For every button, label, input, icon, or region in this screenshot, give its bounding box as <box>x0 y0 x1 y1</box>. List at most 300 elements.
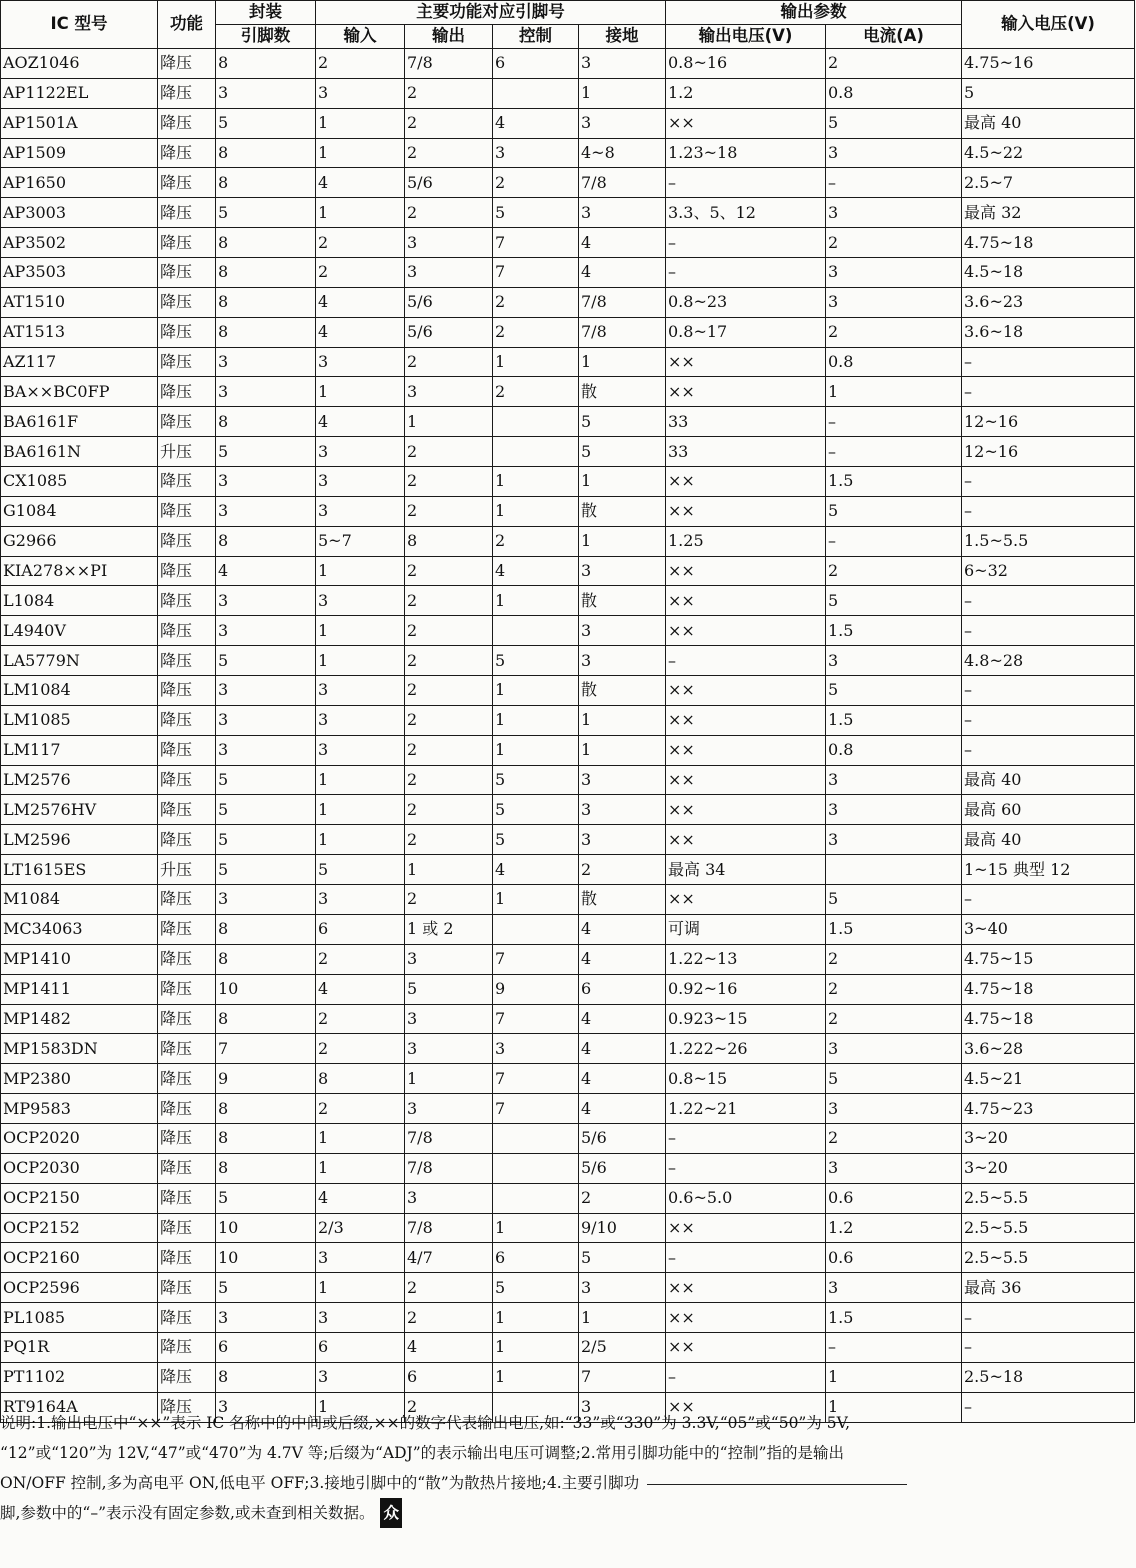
cell-output-voltage: – <box>666 1153 826 1183</box>
cell-input-voltage: – <box>962 705 1135 735</box>
header-ground: 接地 <box>579 25 666 49</box>
cell-pin-count: 6 <box>216 1332 316 1362</box>
cell-model: LM1085 <box>1 705 158 735</box>
cell-ground-pin: 散 <box>579 586 666 616</box>
cell-function: 降压 <box>158 347 216 377</box>
cell-current: 2 <box>826 1123 962 1153</box>
cell-model: G2966 <box>1 526 158 556</box>
cell-control-pin: 5 <box>493 198 579 228</box>
cell-output-pin: 7/8 <box>405 49 493 79</box>
cell-model: AP3503 <box>1 258 158 288</box>
cell-input-voltage: – <box>962 676 1135 706</box>
footnote-line-4 <box>0 1498 1134 1528</box>
cell-input-pin: 4 <box>316 407 405 437</box>
cell-control-pin: 1 <box>493 1213 579 1243</box>
cell-current: 3 <box>826 795 962 825</box>
table-row <box>1 49 1135 79</box>
cell-current: 3 <box>826 1153 962 1183</box>
table-row <box>1 944 1135 974</box>
cell-current: 3 <box>826 1034 962 1064</box>
cell-current: 2 <box>826 228 962 258</box>
cell-pin-count: 8 <box>216 407 316 437</box>
cell-control-pin: 5 <box>493 795 579 825</box>
cell-function: 降压 <box>158 1064 216 1094</box>
cell-function: 降压 <box>158 1183 216 1213</box>
cell-model: LM2576 <box>1 765 158 795</box>
cell-pin-count: 7 <box>216 1034 316 1064</box>
cell-output-voltage: 可调 <box>666 914 826 944</box>
cell-output-voltage: 0.8~23 <box>666 287 826 317</box>
cell-pin-count: 5 <box>216 1183 316 1213</box>
header-control: 控制 <box>493 25 579 49</box>
cell-ground-pin: 9/10 <box>579 1213 666 1243</box>
cell-control-pin <box>493 616 579 646</box>
table-row <box>1 407 1135 437</box>
cell-input-pin: 2 <box>316 944 405 974</box>
cell-ground-pin: 1 <box>579 705 666 735</box>
header-output-voltage: 输出电压(V) <box>666 25 826 49</box>
cell-input-pin: 1 <box>316 377 405 407</box>
cell-function: 升压 <box>158 437 216 467</box>
cell-model: AP1650 <box>1 168 158 198</box>
cell-model: LM117 <box>1 735 158 765</box>
cell-output-voltage: 0.8~15 <box>666 1064 826 1094</box>
cell-function: 降压 <box>158 228 216 258</box>
cell-control-pin: 7 <box>493 258 579 288</box>
cell-ground-pin: 4 <box>579 1034 666 1064</box>
table-row <box>1 705 1135 735</box>
cell-control-pin: 1 <box>493 735 579 765</box>
cell-input-pin: 3 <box>316 1362 405 1392</box>
cell-output-pin: 6 <box>405 1362 493 1392</box>
cell-input-pin: 4 <box>316 317 405 347</box>
header-function: 功能 <box>158 1 216 49</box>
cell-control-pin: 1 <box>493 1303 579 1333</box>
cell-model: M1084 <box>1 885 158 915</box>
cell-current: 1 <box>826 1362 962 1392</box>
cell-control-pin: 4 <box>493 855 579 885</box>
cell-model: PL1085 <box>1 1303 158 1333</box>
cell-pin-count: 5 <box>216 198 316 228</box>
cell-output-voltage: 33 <box>666 437 826 467</box>
cell-current: 3 <box>826 646 962 676</box>
cell-function: 降压 <box>158 258 216 288</box>
cell-control-pin: 6 <box>493 49 579 79</box>
cell-ground-pin: 散 <box>579 885 666 915</box>
cell-pin-count: 3 <box>216 1392 316 1422</box>
cell-current: 1.5 <box>826 914 962 944</box>
cell-control-pin: 2 <box>493 377 579 407</box>
cell-function: 降压 <box>158 1243 216 1273</box>
cell-output-pin: 2 <box>405 1303 493 1333</box>
cell-input-voltage: 3.6~28 <box>962 1034 1135 1064</box>
cell-ground-pin: 2/5 <box>579 1332 666 1362</box>
cell-output-pin: 1 <box>405 855 493 885</box>
table-row <box>1 496 1135 526</box>
cell-function: 降压 <box>158 78 216 108</box>
cell-output-pin: 8 <box>405 526 493 556</box>
cell-model: AP3502 <box>1 228 158 258</box>
cell-pin-count: 8 <box>216 258 316 288</box>
cell-output-voltage: ×× <box>666 1303 826 1333</box>
cell-model: BA6161N <box>1 437 158 467</box>
table-row <box>1 556 1135 586</box>
cell-control-pin: 4 <box>493 108 579 138</box>
cell-current: 2 <box>826 317 962 347</box>
cell-model: OCP2596 <box>1 1273 158 1303</box>
cell-input-voltage: 1~15 典型 12 <box>962 855 1135 885</box>
cell-current: – <box>826 407 962 437</box>
cell-function: 降压 <box>158 885 216 915</box>
cell-ground-pin: 5/6 <box>579 1123 666 1153</box>
cell-input-pin: 5 <box>316 855 405 885</box>
cell-input-pin: 3 <box>316 1243 405 1273</box>
cell-input-voltage: 4.75~18 <box>962 228 1135 258</box>
cell-control-pin: 1 <box>493 1332 579 1362</box>
cell-function: 降压 <box>158 108 216 138</box>
cell-input-pin: 1 <box>316 616 405 646</box>
cell-ground-pin: 3 <box>579 765 666 795</box>
cell-function: 降压 <box>158 168 216 198</box>
cell-model: AZ117 <box>1 347 158 377</box>
cell-output-voltage: ×× <box>666 556 826 586</box>
cell-output-voltage: 0.92~16 <box>666 974 826 1004</box>
cell-input-voltage: 3.6~18 <box>962 317 1135 347</box>
cell-output-pin: 2 <box>405 735 493 765</box>
cell-input-voltage: 12~16 <box>962 407 1135 437</box>
cell-input-voltage: 4.75~16 <box>962 49 1135 79</box>
cell-model: CX1085 <box>1 467 158 497</box>
footnote <box>0 1408 1134 1528</box>
table-row <box>1 1243 1135 1273</box>
cell-control-pin: 1 <box>493 885 579 915</box>
cell-ground-pin: 4~8 <box>579 138 666 168</box>
table-header <box>1 1 1135 49</box>
cell-ground-pin: 3 <box>579 616 666 646</box>
cell-output-pin: 4 <box>405 1332 493 1362</box>
table-row <box>1 1362 1135 1392</box>
cell-control-pin: 5 <box>493 825 579 855</box>
cell-current: 3 <box>826 258 962 288</box>
cell-output-pin: 3 <box>405 1183 493 1213</box>
cell-function: 降压 <box>158 616 216 646</box>
table-row <box>1 1332 1135 1362</box>
cell-ground-pin: 3 <box>579 646 666 676</box>
table-row <box>1 795 1135 825</box>
cell-model: PT1102 <box>1 1362 158 1392</box>
cell-current: 0.6 <box>826 1243 962 1273</box>
cell-model: LM2576HV <box>1 795 158 825</box>
cell-function: 降压 <box>158 1153 216 1183</box>
cell-ground-pin: 2 <box>579 1183 666 1213</box>
cell-ground-pin: 3 <box>579 825 666 855</box>
cell-control-pin <box>493 1153 579 1183</box>
cell-output-pin: 2 <box>405 108 493 138</box>
cell-input-pin: 1 <box>316 765 405 795</box>
cell-pin-count: 8 <box>216 1362 316 1392</box>
cell-output-pin: 2 <box>405 765 493 795</box>
publisher-stamp: 众 <box>380 1498 402 1528</box>
cell-model: PQ1R <box>1 1332 158 1362</box>
cell-model: MP1411 <box>1 974 158 1004</box>
cell-model: G1084 <box>1 496 158 526</box>
cell-pin-count: 3 <box>216 347 316 377</box>
cell-input-pin: 5~7 <box>316 526 405 556</box>
footnote-line-3 <box>0 1468 1134 1498</box>
cell-model: RT9164A <box>1 1392 158 1422</box>
table-row <box>1 914 1135 944</box>
cell-ground-pin: 3 <box>579 108 666 138</box>
cell-output-pin: 2 <box>405 825 493 855</box>
header-pin-group: 主要功能对应引脚号 <box>316 1 666 25</box>
cell-output-voltage: – <box>666 646 826 676</box>
footnote-line-2: “12”或“120”为 12V,“47”或“470”为 4.7V 等;后缀为“ADJ”的表示输出电压可调整;2.常用引脚功能中的“控制”指的是输出 <box>0 1444 845 1462</box>
cell-pin-count: 8 <box>216 1123 316 1153</box>
cell-output-voltage: ×× <box>666 347 826 377</box>
table-row <box>1 198 1135 228</box>
cell-function: 降压 <box>158 825 216 855</box>
cell-output-voltage: ×× <box>666 735 826 765</box>
table-row <box>1 616 1135 646</box>
cell-input-pin: 6 <box>316 1332 405 1362</box>
cell-output-pin: 1 或 2 <box>405 914 493 944</box>
table-row <box>1 1004 1135 1034</box>
cell-output-pin: 4/7 <box>405 1243 493 1273</box>
cell-control-pin: 7 <box>493 228 579 258</box>
cell-current: 2 <box>826 556 962 586</box>
table-row <box>1 78 1135 108</box>
cell-output-pin: 3 <box>405 228 493 258</box>
cell-output-pin: 2 <box>405 437 493 467</box>
cell-ground-pin: 4 <box>579 914 666 944</box>
cell-current: 1.5 <box>826 616 962 646</box>
cell-pin-count: 3 <box>216 496 316 526</box>
cell-pin-count: 4 <box>216 556 316 586</box>
cell-function: 降压 <box>158 1213 216 1243</box>
cell-current: – <box>826 168 962 198</box>
cell-pin-count: 10 <box>216 1213 316 1243</box>
cell-control-pin: 4 <box>493 556 579 586</box>
cell-output-voltage: ×× <box>666 1392 826 1422</box>
cell-function: 降压 <box>158 49 216 79</box>
cell-output-voltage: 最高 34 <box>666 855 826 885</box>
cell-input-voltage: 4.75~18 <box>962 1004 1135 1034</box>
cell-control-pin: 2 <box>493 287 579 317</box>
cell-input-voltage: – <box>962 1332 1135 1362</box>
cell-model: BA××BC0FP <box>1 377 158 407</box>
cell-input-pin: 2 <box>316 228 405 258</box>
cell-output-pin: 5/6 <box>405 287 493 317</box>
cell-current: 0.8 <box>826 347 962 377</box>
cell-model: AOZ1046 <box>1 49 158 79</box>
cell-model: LM1084 <box>1 676 158 706</box>
table-row <box>1 765 1135 795</box>
cell-output-pin: 5/6 <box>405 317 493 347</box>
cell-output-voltage: ×× <box>666 1273 826 1303</box>
cell-function: 降压 <box>158 1273 216 1303</box>
cell-current: 1.2 <box>826 1213 962 1243</box>
cell-output-pin: 2 <box>405 347 493 377</box>
cell-output-voltage: – <box>666 228 826 258</box>
cell-control-pin: 2 <box>493 317 579 347</box>
cell-model: LA5779N <box>1 646 158 676</box>
table-row <box>1 974 1135 1004</box>
cell-input-voltage: – <box>962 496 1135 526</box>
cell-pin-count: 8 <box>216 228 316 258</box>
cell-output-voltage: – <box>666 168 826 198</box>
cell-input-pin: 2/3 <box>316 1213 405 1243</box>
cell-output-voltage: ×× <box>666 496 826 526</box>
cell-output-pin: 3 <box>405 1094 493 1124</box>
cell-current: 5 <box>826 676 962 706</box>
cell-function: 降压 <box>158 646 216 676</box>
cell-ground-pin: 7/8 <box>579 317 666 347</box>
cell-input-voltage: – <box>962 377 1135 407</box>
cell-input-voltage: 最高 60 <box>962 795 1135 825</box>
cell-ground-pin: 1 <box>579 735 666 765</box>
cell-current: 1 <box>826 377 962 407</box>
cell-output-voltage: 1.25 <box>666 526 826 556</box>
cell-control-pin: 6 <box>493 1243 579 1273</box>
cell-current: – <box>826 1332 962 1362</box>
cell-output-pin: 5/6 <box>405 168 493 198</box>
cell-output-voltage: ×× <box>666 586 826 616</box>
cell-function: 降压 <box>158 496 216 526</box>
cell-current: 3 <box>826 765 962 795</box>
cell-model: AP1501A <box>1 108 158 138</box>
cell-output-pin: 2 <box>405 138 493 168</box>
table-row <box>1 258 1135 288</box>
cell-function: 降压 <box>158 974 216 1004</box>
cell-output-voltage: ×× <box>666 108 826 138</box>
cell-function: 降压 <box>158 676 216 706</box>
cell-pin-count: 3 <box>216 1303 316 1333</box>
table-row <box>1 287 1135 317</box>
cell-current: 1 <box>826 1392 962 1422</box>
cell-current: 2 <box>826 49 962 79</box>
cell-current: – <box>826 526 962 556</box>
cell-pin-count: 10 <box>216 1243 316 1273</box>
cell-pin-count: 5 <box>216 646 316 676</box>
cell-input-pin: 4 <box>316 974 405 1004</box>
table-row <box>1 1303 1135 1333</box>
cell-control-pin <box>493 1183 579 1213</box>
cell-input-voltage: 4.5~22 <box>962 138 1135 168</box>
cell-ground-pin: 1 <box>579 526 666 556</box>
cell-pin-count: 8 <box>216 1004 316 1034</box>
cell-input-voltage: 最高 40 <box>962 108 1135 138</box>
cell-output-pin: 7/8 <box>405 1123 493 1153</box>
cell-pin-count: 3 <box>216 676 316 706</box>
cell-input-pin: 3 <box>316 885 405 915</box>
cell-current: 3 <box>826 825 962 855</box>
cell-pin-count: 8 <box>216 49 316 79</box>
cell-current: 5 <box>826 496 962 526</box>
cell-control-pin: 1 <box>493 467 579 497</box>
table-row <box>1 437 1135 467</box>
cell-input-pin: 3 <box>316 735 405 765</box>
cell-output-pin: 3 <box>405 258 493 288</box>
cell-control-pin: 7 <box>493 1004 579 1034</box>
cell-control-pin <box>493 78 579 108</box>
table-row <box>1 646 1135 676</box>
cell-control-pin: 2 <box>493 168 579 198</box>
cell-model: MP1482 <box>1 1004 158 1034</box>
table-row <box>1 1273 1135 1303</box>
cell-input-voltage: 5 <box>962 78 1135 108</box>
cell-ground-pin: 3 <box>579 1392 666 1422</box>
cell-input-voltage: 6~32 <box>962 556 1135 586</box>
cell-input-pin: 3 <box>316 467 405 497</box>
cell-model: MP9583 <box>1 1094 158 1124</box>
cell-control-pin: 1 <box>493 496 579 526</box>
cell-model: L1084 <box>1 586 158 616</box>
cell-output-voltage: 0.6~5.0 <box>666 1183 826 1213</box>
cell-ground-pin: 散 <box>579 496 666 526</box>
cell-current: 5 <box>826 586 962 616</box>
cell-output-voltage: 0.923~15 <box>666 1004 826 1034</box>
cell-input-pin: 1 <box>316 646 405 676</box>
cell-pin-count: 3 <box>216 467 316 497</box>
cell-input-pin: 1 <box>316 556 405 586</box>
cell-input-voltage: 2.5~7 <box>962 168 1135 198</box>
table-row <box>1 228 1135 258</box>
footnote-line-3-text: ON/OFF 控制,多为高电平 ON,低电平 OFF;3.接地引脚中的“散”为散热片接地;4.主要引脚功 <box>0 1474 640 1492</box>
cell-pin-count: 3 <box>216 377 316 407</box>
cell-output-pin: 3 <box>405 1034 493 1064</box>
cell-output-pin: 2 <box>405 795 493 825</box>
cell-input-voltage: 3~20 <box>962 1153 1135 1183</box>
cell-input-voltage: – <box>962 885 1135 915</box>
cell-input-voltage: 4.75~18 <box>962 974 1135 1004</box>
cell-function: 降压 <box>158 795 216 825</box>
cell-model: OCP2160 <box>1 1243 158 1273</box>
cell-input-pin: 1 <box>316 795 405 825</box>
cell-input-pin: 3 <box>316 347 405 377</box>
cell-input-voltage: 2.5~5.5 <box>962 1183 1135 1213</box>
cell-current: – <box>826 437 962 467</box>
table-row <box>1 1094 1135 1124</box>
cell-input-pin: 3 <box>316 496 405 526</box>
cell-ground-pin: 6 <box>579 974 666 1004</box>
cell-current: 5 <box>826 885 962 915</box>
table-row <box>1 377 1135 407</box>
cell-ground-pin: 3 <box>579 795 666 825</box>
cell-input-pin: 3 <box>316 1303 405 1333</box>
cell-current: 1.5 <box>826 467 962 497</box>
cell-function: 降压 <box>158 556 216 586</box>
cell-output-voltage: ×× <box>666 885 826 915</box>
cell-model: AP1122EL <box>1 78 158 108</box>
cell-ground-pin: 7 <box>579 1362 666 1392</box>
cell-pin-count: 8 <box>216 1153 316 1183</box>
cell-control-pin: 2 <box>493 526 579 556</box>
cell-model: OCP2150 <box>1 1183 158 1213</box>
cell-input-voltage: 3~20 <box>962 1123 1135 1153</box>
cell-input-voltage: – <box>962 735 1135 765</box>
cell-model: AP1509 <box>1 138 158 168</box>
table-row <box>1 855 1135 885</box>
cell-input-pin: 1 <box>316 825 405 855</box>
cell-output-pin: 2 <box>405 1273 493 1303</box>
cell-input-voltage: 4.75~23 <box>962 1094 1135 1124</box>
cell-pin-count: 5 <box>216 825 316 855</box>
cell-control-pin: 3 <box>493 1034 579 1064</box>
cell-output-pin: 2 <box>405 1392 493 1422</box>
cell-ground-pin: 5 <box>579 407 666 437</box>
cell-output-voltage: 33 <box>666 407 826 437</box>
cell-current: 1.5 <box>826 705 962 735</box>
